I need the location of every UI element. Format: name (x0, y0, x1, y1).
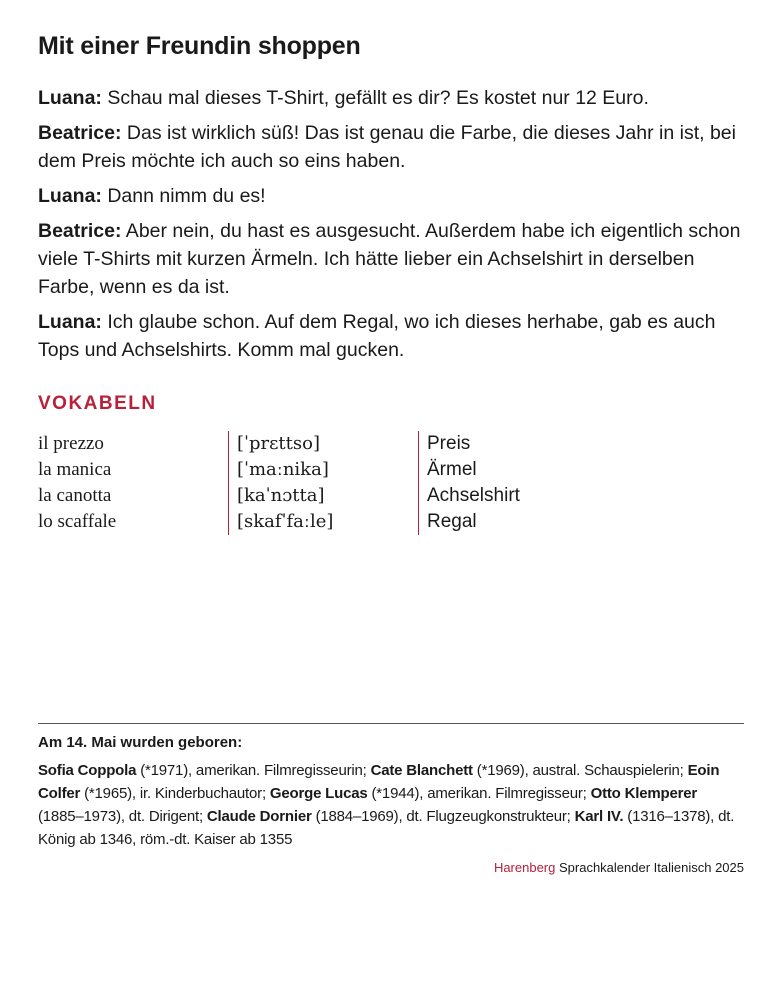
vocab-ipa: [ˈmaːnika] (228, 457, 418, 483)
dialogue-line (38, 182, 744, 210)
birth-name: Eoin Colfer (38, 762, 720, 802)
birth-name: Karl IV. (574, 808, 624, 825)
birth-details: (*1965), ir. Kinderbuchautor; (80, 785, 270, 802)
vocab-ipa: [kaˈnɔtta] (228, 483, 418, 509)
dialogue-text: Das ist wirklich süß! Das ist genau die Farbe, die dieses Jahr in ist, bei dem Preis möchte ich auch so eins haben. (38, 122, 736, 172)
publisher-title: Sprachkalender Italienisch 2025 (555, 860, 744, 875)
vocab-row (38, 431, 558, 457)
vocab-table (38, 431, 558, 535)
speaker-name: Luana: (38, 87, 102, 109)
birth-name: Cate Blanchett (370, 762, 473, 779)
birth-details: (*1969), austral. Schauspielerin; (472, 762, 688, 779)
birth-name: Otto Klemperer (590, 785, 697, 802)
dialogue-line (38, 308, 744, 364)
dialogue-text: Schau mal dieses T-Shirt, gefällt es dir? Es kostet nur 12 Euro. (101, 87, 649, 109)
birth-name: Sofia Coppola (38, 762, 137, 779)
birth-details: (1316–1378), dt. König ab 1346, röm.-dt. Kaiser ab 1355 (38, 808, 735, 848)
page-title: Mit einer Freundin shoppen (38, 32, 361, 60)
vocab-german: Preis (418, 431, 470, 457)
publisher-footer (494, 860, 744, 875)
dialogue-line (38, 217, 744, 301)
dialogue-text: Ich glaube schon. Auf dem Regal, wo ich dieses herhabe, gab es auch Tops und Achselshirts. Komm mal gucken. (38, 311, 716, 361)
vocab-ipa: [ˈprɛttso] (228, 431, 418, 457)
vocab-german: Achselshirt (418, 483, 520, 509)
vocab-italian: la manica (38, 459, 112, 480)
birth-details: (*1971), amerikan. Filmregisseurin; (136, 762, 371, 779)
vocab-german: Ärmel (418, 457, 477, 483)
vocab-ipa: [skafˈfaːle] (228, 509, 418, 535)
dialogue-line (38, 119, 744, 175)
birth-name: Claude Dornier (206, 808, 312, 825)
speaker-name: Luana: (38, 185, 102, 207)
dialogue (38, 84, 744, 371)
dialogue-text: Aber nein, du hast es ausgesucht. Außerdem habe ich eigentlich schon viele T-Shirts mit kurzen Ärmeln. Ich hätte lieber ein Achselshirt in derselben Farbe, wenn es da ist. (38, 220, 741, 298)
dialogue-text: Dann nimm du es! (101, 185, 266, 207)
vocab-row (38, 457, 558, 483)
vocab-german: Regal (418, 509, 477, 535)
vocab-italian: il prezzo (38, 433, 104, 454)
vocab-row (38, 509, 558, 535)
vocab-italian: la canotta (38, 485, 112, 506)
speaker-name: Luana: (38, 311, 102, 333)
speaker-name: Beatrice: (38, 122, 122, 144)
speaker-name: Beatrice: (38, 220, 122, 242)
publisher-brand: Harenberg (493, 860, 556, 875)
births-heading: Am 14. Mai wurden geboren: (38, 734, 243, 751)
birth-details: (*1944), amerikan. Filmregisseur; (367, 785, 591, 802)
births-list (38, 759, 746, 851)
dialogue-line (38, 84, 744, 112)
birth-details: (1884–1969), dt. Flugzeugkonstrukteur; (311, 808, 575, 825)
vocab-row (38, 483, 558, 509)
birth-details: (1885–1973), dt. Dirigent; (38, 808, 207, 825)
divider (38, 723, 744, 724)
vocab-italian: lo scaffale (38, 511, 117, 532)
birth-name: George Lucas (269, 785, 368, 802)
vocab-heading: VOKABELN (38, 393, 157, 414)
